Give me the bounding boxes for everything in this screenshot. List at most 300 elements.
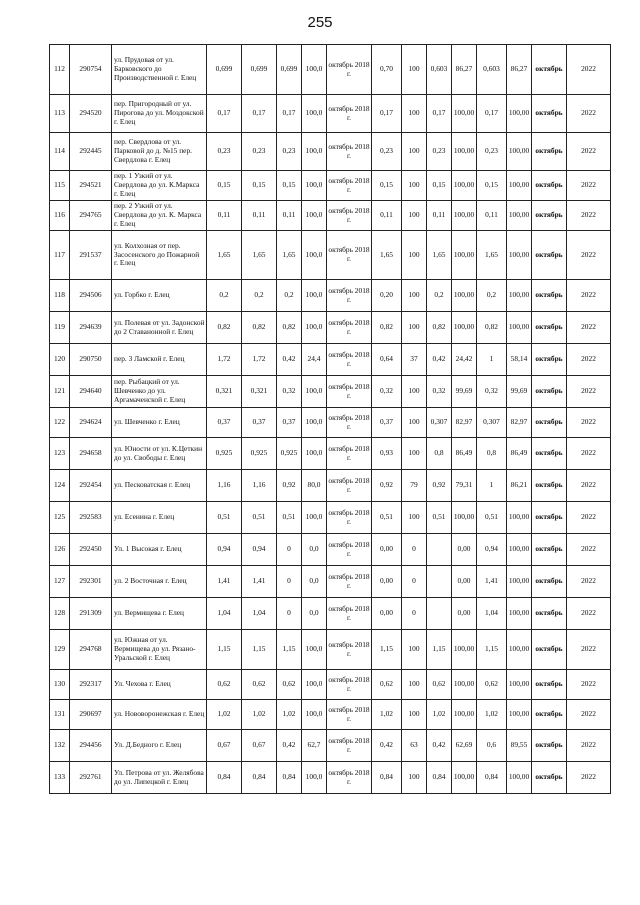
cell-n: 131 [50, 700, 70, 730]
cell-date: октябрь 2018г. [327, 630, 372, 670]
cell-h: 99,69 [452, 376, 477, 408]
cell-e: 0,42 [372, 730, 402, 762]
cell-f: 100 [402, 312, 427, 344]
cell-month: октябрь [532, 376, 567, 408]
cell-f: 100 [402, 231, 427, 280]
cell-date: октябрь 2018г. [327, 376, 372, 408]
cell-j: 86,27 [507, 45, 532, 95]
cell-year: 2022 [567, 171, 611, 201]
cell-date: октябрь 2018г. [327, 470, 372, 502]
cell-code: 292583 [70, 502, 112, 534]
cell-year: 2022 [567, 438, 611, 470]
cell-f: 63 [402, 730, 427, 762]
table-row [50, 280, 611, 312]
cell-h: 0,00 [452, 598, 477, 630]
cell-date: октябрь 2018г. [327, 566, 372, 598]
cell-code: 292761 [70, 762, 112, 794]
cell-a: 0,699 [207, 45, 242, 95]
cell-i: 0,15 [477, 171, 507, 201]
cell-h: 100,00 [452, 280, 477, 312]
cell-n: 124 [50, 470, 70, 502]
cell-date: октябрь 2018г. [327, 408, 372, 438]
cell-b: 0,62 [242, 670, 277, 700]
cell-a: 1,65 [207, 231, 242, 280]
cell-month: октябрь [532, 700, 567, 730]
cell-addr: пер. 2 Узкий от ул. Свердлова до ул. К. Маркса г. Елец [112, 201, 207, 231]
cell-j: 100,00 [507, 566, 532, 598]
cell-d: 0,0 [302, 566, 327, 598]
cell-e: 0,51 [372, 502, 402, 534]
cell-year: 2022 [567, 762, 611, 794]
cell-a: 0,23 [207, 133, 242, 171]
cell-i: 0,51 [477, 502, 507, 534]
cell-i: 0,32 [477, 376, 507, 408]
cell-n: 125 [50, 502, 70, 534]
roads-table [49, 44, 611, 794]
cell-g: 0,42 [427, 730, 452, 762]
cell-f: 0 [402, 566, 427, 598]
cell-g: 0,92 [427, 470, 452, 502]
cell-c: 0,62 [277, 670, 302, 700]
cell-n: 127 [50, 566, 70, 598]
cell-code: 292450 [70, 534, 112, 566]
cell-i: 0,84 [477, 762, 507, 794]
table-row [50, 344, 611, 376]
cell-c: 1,65 [277, 231, 302, 280]
cell-code: 292301 [70, 566, 112, 598]
cell-code: 294640 [70, 376, 112, 408]
cell-a: 1,15 [207, 630, 242, 670]
table-row [50, 408, 611, 438]
cell-c: 0,17 [277, 95, 302, 133]
cell-addr: ул. Вермищева г. Елец [112, 598, 207, 630]
cell-e: 0,62 [372, 670, 402, 700]
cell-c: 0 [277, 566, 302, 598]
table-row [50, 534, 611, 566]
cell-j: 89,55 [507, 730, 532, 762]
cell-a: 0,62 [207, 670, 242, 700]
cell-year: 2022 [567, 280, 611, 312]
cell-n: 132 [50, 730, 70, 762]
cell-month: октябрь [532, 344, 567, 376]
cell-addr: ул. Прудовая от ул. Барковского до Производственной г. Елец [112, 45, 207, 95]
cell-date: октябрь 2018г. [327, 730, 372, 762]
cell-a: 0,11 [207, 201, 242, 231]
cell-d: 100,0 [302, 95, 327, 133]
cell-g: 0,62 [427, 670, 452, 700]
cell-a: 1,02 [207, 700, 242, 730]
cell-c: 0,84 [277, 762, 302, 794]
cell-year: 2022 [567, 670, 611, 700]
page-number: 255 [307, 14, 333, 31]
cell-date: октябрь 2018г. [327, 598, 372, 630]
cell-addr: ул. Колхозная от пер. Засосенского до Пожарной г. Елец [112, 231, 207, 280]
cell-code: 294768 [70, 630, 112, 670]
cell-d: 100,0 [302, 670, 327, 700]
cell-addr: ул. Есенина г. Елец [112, 502, 207, 534]
cell-g: 0,603 [427, 45, 452, 95]
cell-n: 120 [50, 344, 70, 376]
cell-h: 100,00 [452, 95, 477, 133]
cell-month: октябрь [532, 762, 567, 794]
cell-addr: Ул. 1 Высокая г. Елец [112, 534, 207, 566]
cell-addr: пер. 1 Узкий от ул. Свердлова до ул. К.Маркса г. Елец [112, 171, 207, 201]
cell-date: октябрь 2018г. [327, 280, 372, 312]
cell-j: 99,69 [507, 376, 532, 408]
cell-j: 100,00 [507, 280, 532, 312]
cell-a: 0,925 [207, 438, 242, 470]
cell-j: 100,00 [507, 700, 532, 730]
cell-i: 0,603 [477, 45, 507, 95]
cell-e: 0,37 [372, 408, 402, 438]
cell-h: 100,00 [452, 312, 477, 344]
cell-h: 100,00 [452, 201, 477, 231]
cell-f: 100 [402, 670, 427, 700]
cell-h: 100,00 [452, 762, 477, 794]
cell-e: 0,84 [372, 762, 402, 794]
cell-c: 0,32 [277, 376, 302, 408]
cell-f: 0 [402, 534, 427, 566]
cell-code: 294658 [70, 438, 112, 470]
cell-h: 100,00 [452, 171, 477, 201]
cell-b: 0,37 [242, 408, 277, 438]
cell-h: 62,69 [452, 730, 477, 762]
cell-code: 290697 [70, 700, 112, 730]
cell-n: 114 [50, 133, 70, 171]
cell-n: 122 [50, 408, 70, 438]
cell-e: 0,32 [372, 376, 402, 408]
cell-d: 0,0 [302, 534, 327, 566]
cell-e: 0,00 [372, 566, 402, 598]
cell-j: 100,00 [507, 502, 532, 534]
cell-g: 0,23 [427, 133, 452, 171]
cell-f: 100 [402, 171, 427, 201]
cell-addr: ул. Шевченко г. Елец [112, 408, 207, 438]
cell-code: 292317 [70, 670, 112, 700]
cell-month: октябрь [532, 231, 567, 280]
cell-addr: ул. Полевая от ул. Задонской до 2 Ставанонной г. Елец [112, 312, 207, 344]
cell-month: октябрь [532, 566, 567, 598]
table-row [50, 201, 611, 231]
cell-addr: пер. Свердлова от ул. Парковой до д. №15 пер. Свердлова г. Елец [112, 133, 207, 171]
cell-month: октябрь [532, 534, 567, 566]
cell-n: 118 [50, 280, 70, 312]
table-row [50, 630, 611, 670]
cell-a: 0,84 [207, 762, 242, 794]
cell-date: октябрь 2018г. [327, 344, 372, 376]
cell-d: 100,0 [302, 280, 327, 312]
cell-c: 0,699 [277, 45, 302, 95]
cell-n: 121 [50, 376, 70, 408]
cell-addr: Ул. Чехова г. Елец [112, 670, 207, 700]
cell-i: 0,6 [477, 730, 507, 762]
cell-a: 0,17 [207, 95, 242, 133]
cell-i: 0,8 [477, 438, 507, 470]
cell-year: 2022 [567, 630, 611, 670]
cell-month: октябрь [532, 470, 567, 502]
cell-b: 0,94 [242, 534, 277, 566]
cell-a: 1,72 [207, 344, 242, 376]
cell-code: 291309 [70, 598, 112, 630]
table-row [50, 470, 611, 502]
cell-i: 0,94 [477, 534, 507, 566]
cell-e: 0,00 [372, 534, 402, 566]
cell-c: 0,23 [277, 133, 302, 171]
cell-year: 2022 [567, 700, 611, 730]
cell-code: 292445 [70, 133, 112, 171]
cell-n: 112 [50, 45, 70, 95]
cell-n: 113 [50, 95, 70, 133]
cell-f: 100 [402, 45, 427, 95]
table-row [50, 133, 611, 171]
cell-date: октябрь 2018г. [327, 700, 372, 730]
cell-g: 0,307 [427, 408, 452, 438]
cell-f: 37 [402, 344, 427, 376]
cell-n: 129 [50, 630, 70, 670]
cell-addr: ул. 2 Восточная г. Елец [112, 566, 207, 598]
cell-g: 0,82 [427, 312, 452, 344]
cell-d: 100,0 [302, 408, 327, 438]
cell-h: 100,00 [452, 133, 477, 171]
cell-i: 0,2 [477, 280, 507, 312]
cell-a: 0,51 [207, 502, 242, 534]
cell-f: 100 [402, 630, 427, 670]
cell-b: 0,67 [242, 730, 277, 762]
cell-e: 0,17 [372, 95, 402, 133]
cell-i: 1,04 [477, 598, 507, 630]
cell-year: 2022 [567, 312, 611, 344]
table-row [50, 95, 611, 133]
cell-date: октябрь 2018г. [327, 171, 372, 201]
cell-year: 2022 [567, 231, 611, 280]
cell-b: 0,321 [242, 376, 277, 408]
cell-d: 100,0 [302, 630, 327, 670]
cell-b: 0,23 [242, 133, 277, 171]
cell-g: 0,42 [427, 344, 452, 376]
cell-month: октябрь [532, 408, 567, 438]
cell-month: октябрь [532, 201, 567, 231]
cell-j: 100,00 [507, 670, 532, 700]
table-row [50, 45, 611, 95]
cell-b: 0,15 [242, 171, 277, 201]
cell-b: 1,65 [242, 231, 277, 280]
cell-b: 1,15 [242, 630, 277, 670]
cell-g: 0,84 [427, 762, 452, 794]
cell-month: октябрь [532, 502, 567, 534]
cell-i: 0,307 [477, 408, 507, 438]
cell-j: 100,00 [507, 231, 532, 280]
cell-e: 0,00 [372, 598, 402, 630]
cell-b: 1,04 [242, 598, 277, 630]
cell-e: 0,23 [372, 133, 402, 171]
cell-j: 100,00 [507, 630, 532, 670]
cell-addr: пер. Рыбацкий от ул. Шевченко до ул. Аргамаченской г. Елец [112, 376, 207, 408]
cell-code: 292454 [70, 470, 112, 502]
cell-f: 100 [402, 95, 427, 133]
cell-d: 100,0 [302, 201, 327, 231]
cell-a: 0,37 [207, 408, 242, 438]
cell-i: 0,23 [477, 133, 507, 171]
cell-date: октябрь 2018г. [327, 670, 372, 700]
cell-month: октябрь [532, 730, 567, 762]
cell-b: 0,84 [242, 762, 277, 794]
cell-i: 0,17 [477, 95, 507, 133]
cell-addr: ул. Песковатская г. Елец [112, 470, 207, 502]
cell-g: 0,17 [427, 95, 452, 133]
cell-g: 0,51 [427, 502, 452, 534]
cell-year: 2022 [567, 408, 611, 438]
cell-h: 82,97 [452, 408, 477, 438]
cell-year: 2022 [567, 201, 611, 231]
cell-h: 100,00 [452, 700, 477, 730]
cell-j: 58,14 [507, 344, 532, 376]
cell-c: 0,42 [277, 344, 302, 376]
table-row [50, 312, 611, 344]
cell-d: 100,0 [302, 171, 327, 201]
cell-g: 0,32 [427, 376, 452, 408]
cell-n: 119 [50, 312, 70, 344]
cell-g: 0,15 [427, 171, 452, 201]
cell-code: 294521 [70, 171, 112, 201]
cell-g: 1,15 [427, 630, 452, 670]
cell-e: 0,92 [372, 470, 402, 502]
cell-year: 2022 [567, 470, 611, 502]
cell-f: 100 [402, 201, 427, 231]
cell-g: 1,02 [427, 700, 452, 730]
cell-d: 100,0 [302, 502, 327, 534]
cell-code: 294639 [70, 312, 112, 344]
cell-d: 0,0 [302, 598, 327, 630]
cell-a: 0,2 [207, 280, 242, 312]
cell-b: 0,699 [242, 45, 277, 95]
cell-a: 0,82 [207, 312, 242, 344]
cell-c: 0,11 [277, 201, 302, 231]
table-row [50, 598, 611, 630]
cell-e: 0,82 [372, 312, 402, 344]
cell-h: 100,00 [452, 231, 477, 280]
cell-f: 0 [402, 598, 427, 630]
cell-month: октябрь [532, 598, 567, 630]
table-body [50, 45, 611, 794]
cell-e: 1,15 [372, 630, 402, 670]
cell-j: 100,00 [507, 762, 532, 794]
cell-n: 123 [50, 438, 70, 470]
cell-j: 100,00 [507, 95, 532, 133]
cell-g [427, 566, 452, 598]
cell-g: 0,8 [427, 438, 452, 470]
cell-h: 24,42 [452, 344, 477, 376]
cell-d: 100,0 [302, 376, 327, 408]
table-row [50, 762, 611, 794]
cell-a: 0,94 [207, 534, 242, 566]
cell-date: октябрь 2018г. [327, 502, 372, 534]
cell-i: 1,65 [477, 231, 507, 280]
cell-f: 79 [402, 470, 427, 502]
cell-i: 1,41 [477, 566, 507, 598]
cell-c: 0,2 [277, 280, 302, 312]
cell-year: 2022 [567, 376, 611, 408]
cell-c: 0,92 [277, 470, 302, 502]
cell-c: 0,42 [277, 730, 302, 762]
cell-b: 0,11 [242, 201, 277, 231]
cell-year: 2022 [567, 502, 611, 534]
cell-b: 0,17 [242, 95, 277, 133]
cell-e: 0,15 [372, 171, 402, 201]
cell-date: октябрь 2018г. [327, 762, 372, 794]
cell-j: 100,00 [507, 171, 532, 201]
cell-c: 0,925 [277, 438, 302, 470]
cell-code: 294506 [70, 280, 112, 312]
cell-year: 2022 [567, 45, 611, 95]
cell-f: 100 [402, 438, 427, 470]
cell-i: 1,02 [477, 700, 507, 730]
cell-b: 0,2 [242, 280, 277, 312]
table-row [50, 730, 611, 762]
cell-d: 62,7 [302, 730, 327, 762]
cell-c: 0,37 [277, 408, 302, 438]
cell-month: октябрь [532, 312, 567, 344]
table-row [50, 502, 611, 534]
cell-n: 128 [50, 598, 70, 630]
table-row [50, 700, 611, 730]
cell-i: 0,62 [477, 670, 507, 700]
cell-year: 2022 [567, 534, 611, 566]
cell-date: октябрь 2018г. [327, 312, 372, 344]
cell-h: 86,49 [452, 438, 477, 470]
cell-d: 100,0 [302, 762, 327, 794]
cell-f: 100 [402, 762, 427, 794]
cell-n: 116 [50, 201, 70, 231]
cell-a: 0,15 [207, 171, 242, 201]
cell-date: октябрь 2018г. [327, 231, 372, 280]
cell-month: октябрь [532, 95, 567, 133]
cell-i: 1 [477, 470, 507, 502]
cell-d: 100,0 [302, 133, 327, 171]
table-row [50, 438, 611, 470]
cell-a: 1,04 [207, 598, 242, 630]
cell-g [427, 598, 452, 630]
cell-code: 294765 [70, 201, 112, 231]
cell-f: 100 [402, 408, 427, 438]
cell-h: 0,00 [452, 566, 477, 598]
cell-e: 1,02 [372, 700, 402, 730]
cell-g: 1,65 [427, 231, 452, 280]
cell-e: 1,65 [372, 231, 402, 280]
cell-j: 82,97 [507, 408, 532, 438]
cell-month: октябрь [532, 280, 567, 312]
cell-e: 0,11 [372, 201, 402, 231]
cell-date: октябрь 2018г. [327, 45, 372, 95]
cell-f: 100 [402, 133, 427, 171]
table-row [50, 670, 611, 700]
cell-year: 2022 [567, 730, 611, 762]
cell-g: 0,2 [427, 280, 452, 312]
cell-c: 0,82 [277, 312, 302, 344]
cell-d: 100,0 [302, 700, 327, 730]
cell-b: 0,82 [242, 312, 277, 344]
cell-e: 0,70 [372, 45, 402, 95]
cell-month: октябрь [532, 171, 567, 201]
cell-year: 2022 [567, 95, 611, 133]
cell-e: 0,64 [372, 344, 402, 376]
cell-i: 0,11 [477, 201, 507, 231]
cell-date: октябрь 2018г. [327, 438, 372, 470]
cell-n: 133 [50, 762, 70, 794]
cell-a: 1,41 [207, 566, 242, 598]
cell-c: 0 [277, 534, 302, 566]
cell-b: 1,16 [242, 470, 277, 502]
cell-n: 130 [50, 670, 70, 700]
